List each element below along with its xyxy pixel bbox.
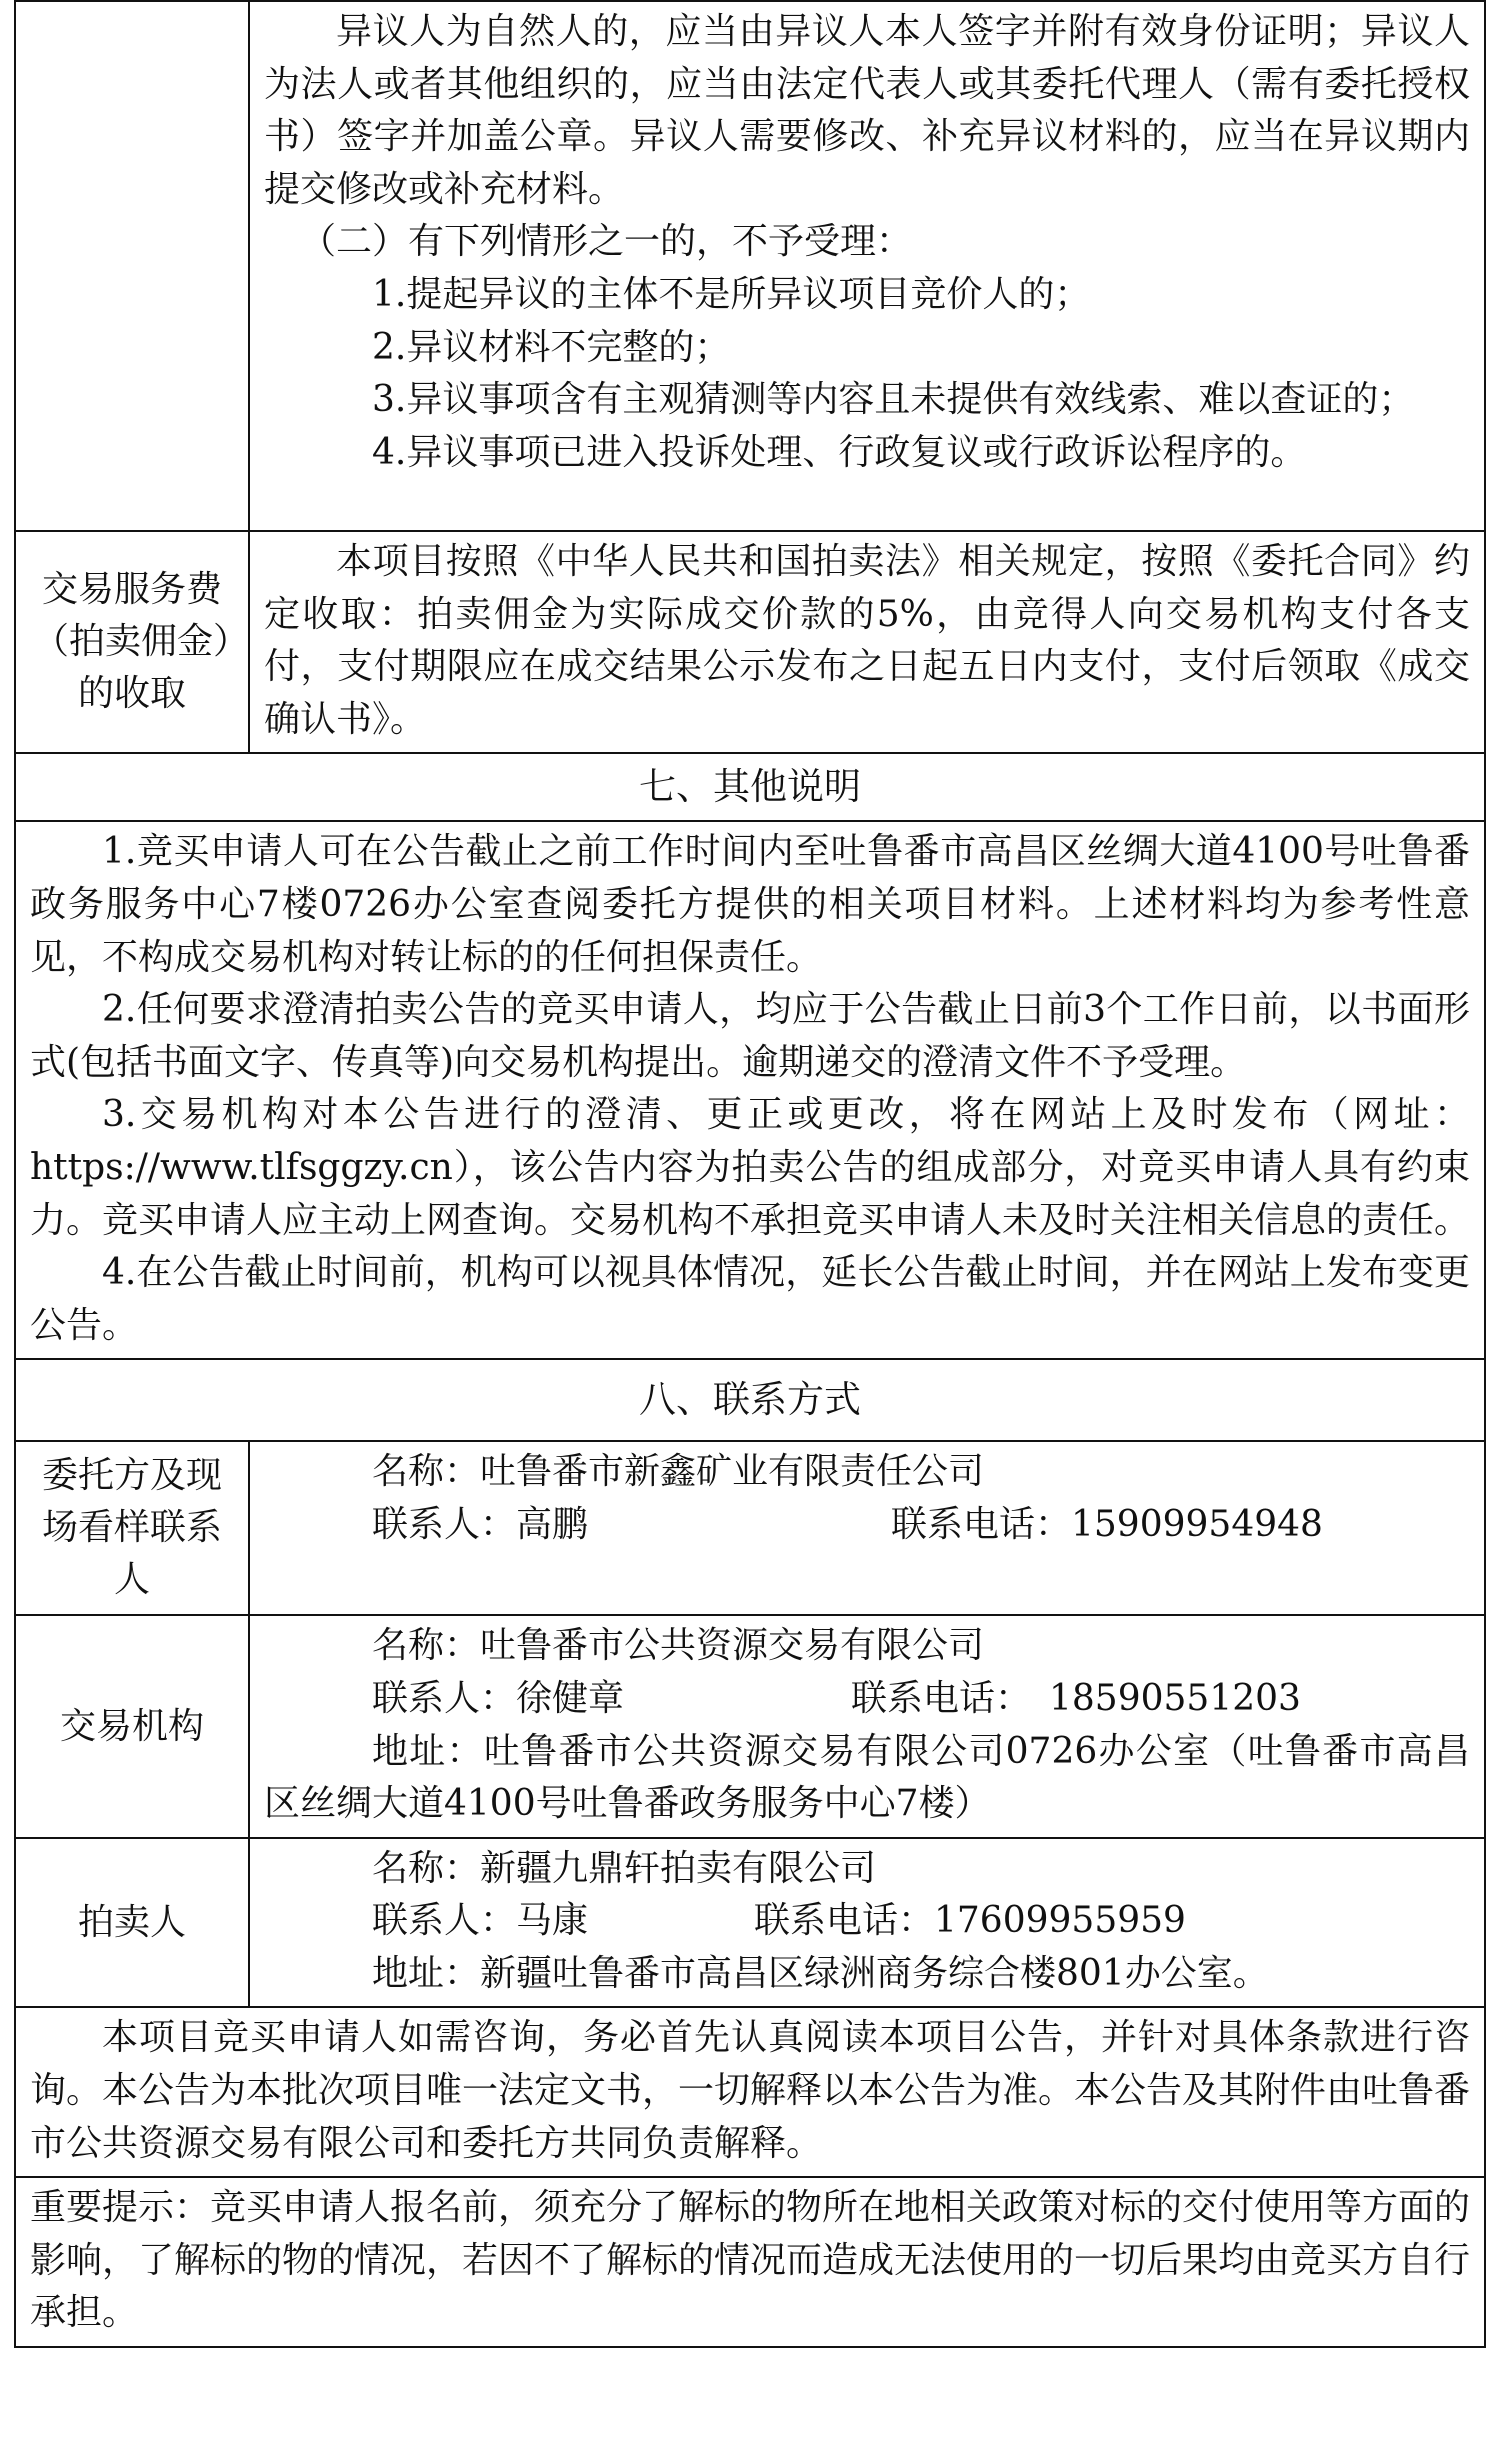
- footer-note-row: [15, 2007, 1485, 2177]
- principal-phone: 联系电话：15909954948: [891, 1503, 1323, 1545]
- section8-title: 八、联系方式: [15, 1359, 1485, 1441]
- section7-item-2: 2.任何要求澄清拍卖公告的竞买申请人，均应于公告截止日前3个工作日前，以书面形式(包括书面文字、传真等)向交易机构提出。逾期递交的澄清文件不予受理。: [30, 989, 1470, 1083]
- footer-note: 本项目竞买申请人如需咨询，务必首先认真阅读本项目公告，并针对具体条款进行咨询。本公告为本批次项目唯一法定文书，一切解释以本公告为准。本公告及其附件由吐鲁番市公共资源交易有限公司和委托方共同负责解释。: [30, 2017, 1471, 2164]
- auctioneer-row: [15, 1838, 1485, 2008]
- agency-phone: 联系电话： 18590551203: [851, 1677, 1301, 1719]
- fee-content: [249, 531, 1485, 753]
- agency-contact-row: [264, 1673, 1470, 1726]
- footer-tip: 重要提示：竞买申请人报名前，须充分了解标的物所在地相关政策对标的交付使用等方面的影响，了解标的物的情况，若因不了解标的情况而造成无法使用的一切后果均由竞买方自行承担。: [30, 2187, 1471, 2334]
- fee-row: [15, 531, 1485, 753]
- auctioneer-contact: 联系人：马康: [372, 1900, 589, 1942]
- principal-name-row: [264, 1446, 1470, 1499]
- objection-label-cell: [15, 1, 249, 531]
- objection-case-3: 3.异议事项含有主观猜测等内容且未提供有效线索、难以查证的；: [372, 379, 1415, 421]
- auctioneer-name-row: [264, 1843, 1470, 1896]
- auctioneer-phone: 联系电话：17609955959: [754, 1900, 1186, 1942]
- agency-address: 地址：吐鲁番市公共资源交易有限公司0726办公室（吐鲁番市高昌区丝绸大道4100号吐鲁番政务服务中心7楼）: [264, 1730, 1470, 1825]
- fee-label: 交易服务费（拍卖佣金）的收取: [15, 531, 249, 753]
- agency-name: 名称：吐鲁番市公共资源交易有限公司: [372, 1625, 985, 1667]
- objection-case-4: 4.异议事项已进入投诉处理、行政复议或行政诉讼程序的。: [372, 431, 1307, 473]
- agency-label: 交易机构: [15, 1615, 249, 1837]
- agency-contact: 联系人：徐健章: [372, 1677, 625, 1719]
- agency-content: [249, 1615, 1485, 1837]
- objection-rejection-heading: （二）有下列情形之一的，不予受理：: [300, 221, 913, 263]
- principal-contact: 联系人：高鹏: [372, 1503, 589, 1545]
- section7-item-3: 3.交易机构对本公告进行的澄清、更正或更改，将在网站上及时发布（网址：https://www.tlfsggzy.cn），该公告内容为拍卖公告的组成部分，对竞买申请人具有约束力。竞买申请人应主动上网查询。交易机构不承担竞买申请人未及时关注相关信息的责任。: [30, 1094, 1471, 1241]
- section8-title-row: [15, 1359, 1485, 1441]
- objection-case-2: 2.异议材料不完整的；: [372, 326, 731, 368]
- section7-content: [15, 821, 1485, 1359]
- section7-content-row: [15, 821, 1485, 1359]
- footer-tip-row: [15, 2177, 1485, 2347]
- objection-content: [249, 1, 1485, 531]
- auctioneer-address-row: [264, 1948, 1470, 2001]
- principal-label: 委托方及现场看样联系人: [15, 1441, 249, 1615]
- principal-contact-row: [264, 1499, 1470, 1552]
- principal-content: [249, 1441, 1485, 1615]
- objection-requirements: 异议人为自然人的，应当由异议人本人签字并附有效身份证明；异议人为法人或者其他组织的，应当由法定代表人或其委托代理人（需有委托授权书）签字并加盖公章。异议人需要修改、补充异议材料的，应当在异议期内提交修改或补充材料。: [264, 11, 1470, 210]
- objection-case-1: 1.提起异议的主体不是所异议项目竞价人的；: [372, 273, 1091, 315]
- footer-note-cell: [15, 2007, 1485, 2177]
- auctioneer-address: 地址：新疆吐鲁番市高昌区绿洲商务综合楼801办公室。: [372, 1952, 1269, 1994]
- objection-row: [15, 1, 1485, 531]
- section7-item-4: 4.在公告截止时间前，机构可以视具体情况，延长公告截止时间，并在网站上发布变更公告。: [30, 1252, 1470, 1346]
- principal-row: [15, 1441, 1485, 1615]
- agency-name-row: [264, 1620, 1470, 1673]
- section7-title-row: [15, 753, 1485, 821]
- agency-row: [15, 1615, 1485, 1837]
- announcement-table: [14, 0, 1486, 2348]
- auctioneer-label: 拍卖人: [15, 1838, 249, 2008]
- auctioneer-contact-row: [264, 1895, 1470, 1948]
- footer-tip-cell: [15, 2177, 1485, 2347]
- section7-title: 七、其他说明: [15, 753, 1485, 821]
- section7-item-1: 1.竞买申请人可在公告截止之前工作时间内至吐鲁番市高昌区丝绸大道4100号吐鲁番政务服务中心7楼0726办公室查阅委托方提供的相关项目材料。上述材料均为参考性意见，不构成交易机构对转让标的的任何担保责任。: [30, 831, 1470, 978]
- auctioneer-content: [249, 1838, 1485, 2008]
- auctioneer-name: 名称：新疆九鼎轩拍卖有限公司: [372, 1847, 877, 1889]
- principal-name: 名称：吐鲁番市新鑫矿业有限责任公司: [372, 1451, 985, 1493]
- fee-text: 本项目按照《中华人民共和国拍卖法》相关规定，按照《委托合同》约定收取：拍卖佣金为实际成交价款的5%，由竞得人向交易机构支付各支付，支付期限应在成交结果公示发布之日起五日内支付，支付后领取《成交确认书》。: [264, 541, 1470, 740]
